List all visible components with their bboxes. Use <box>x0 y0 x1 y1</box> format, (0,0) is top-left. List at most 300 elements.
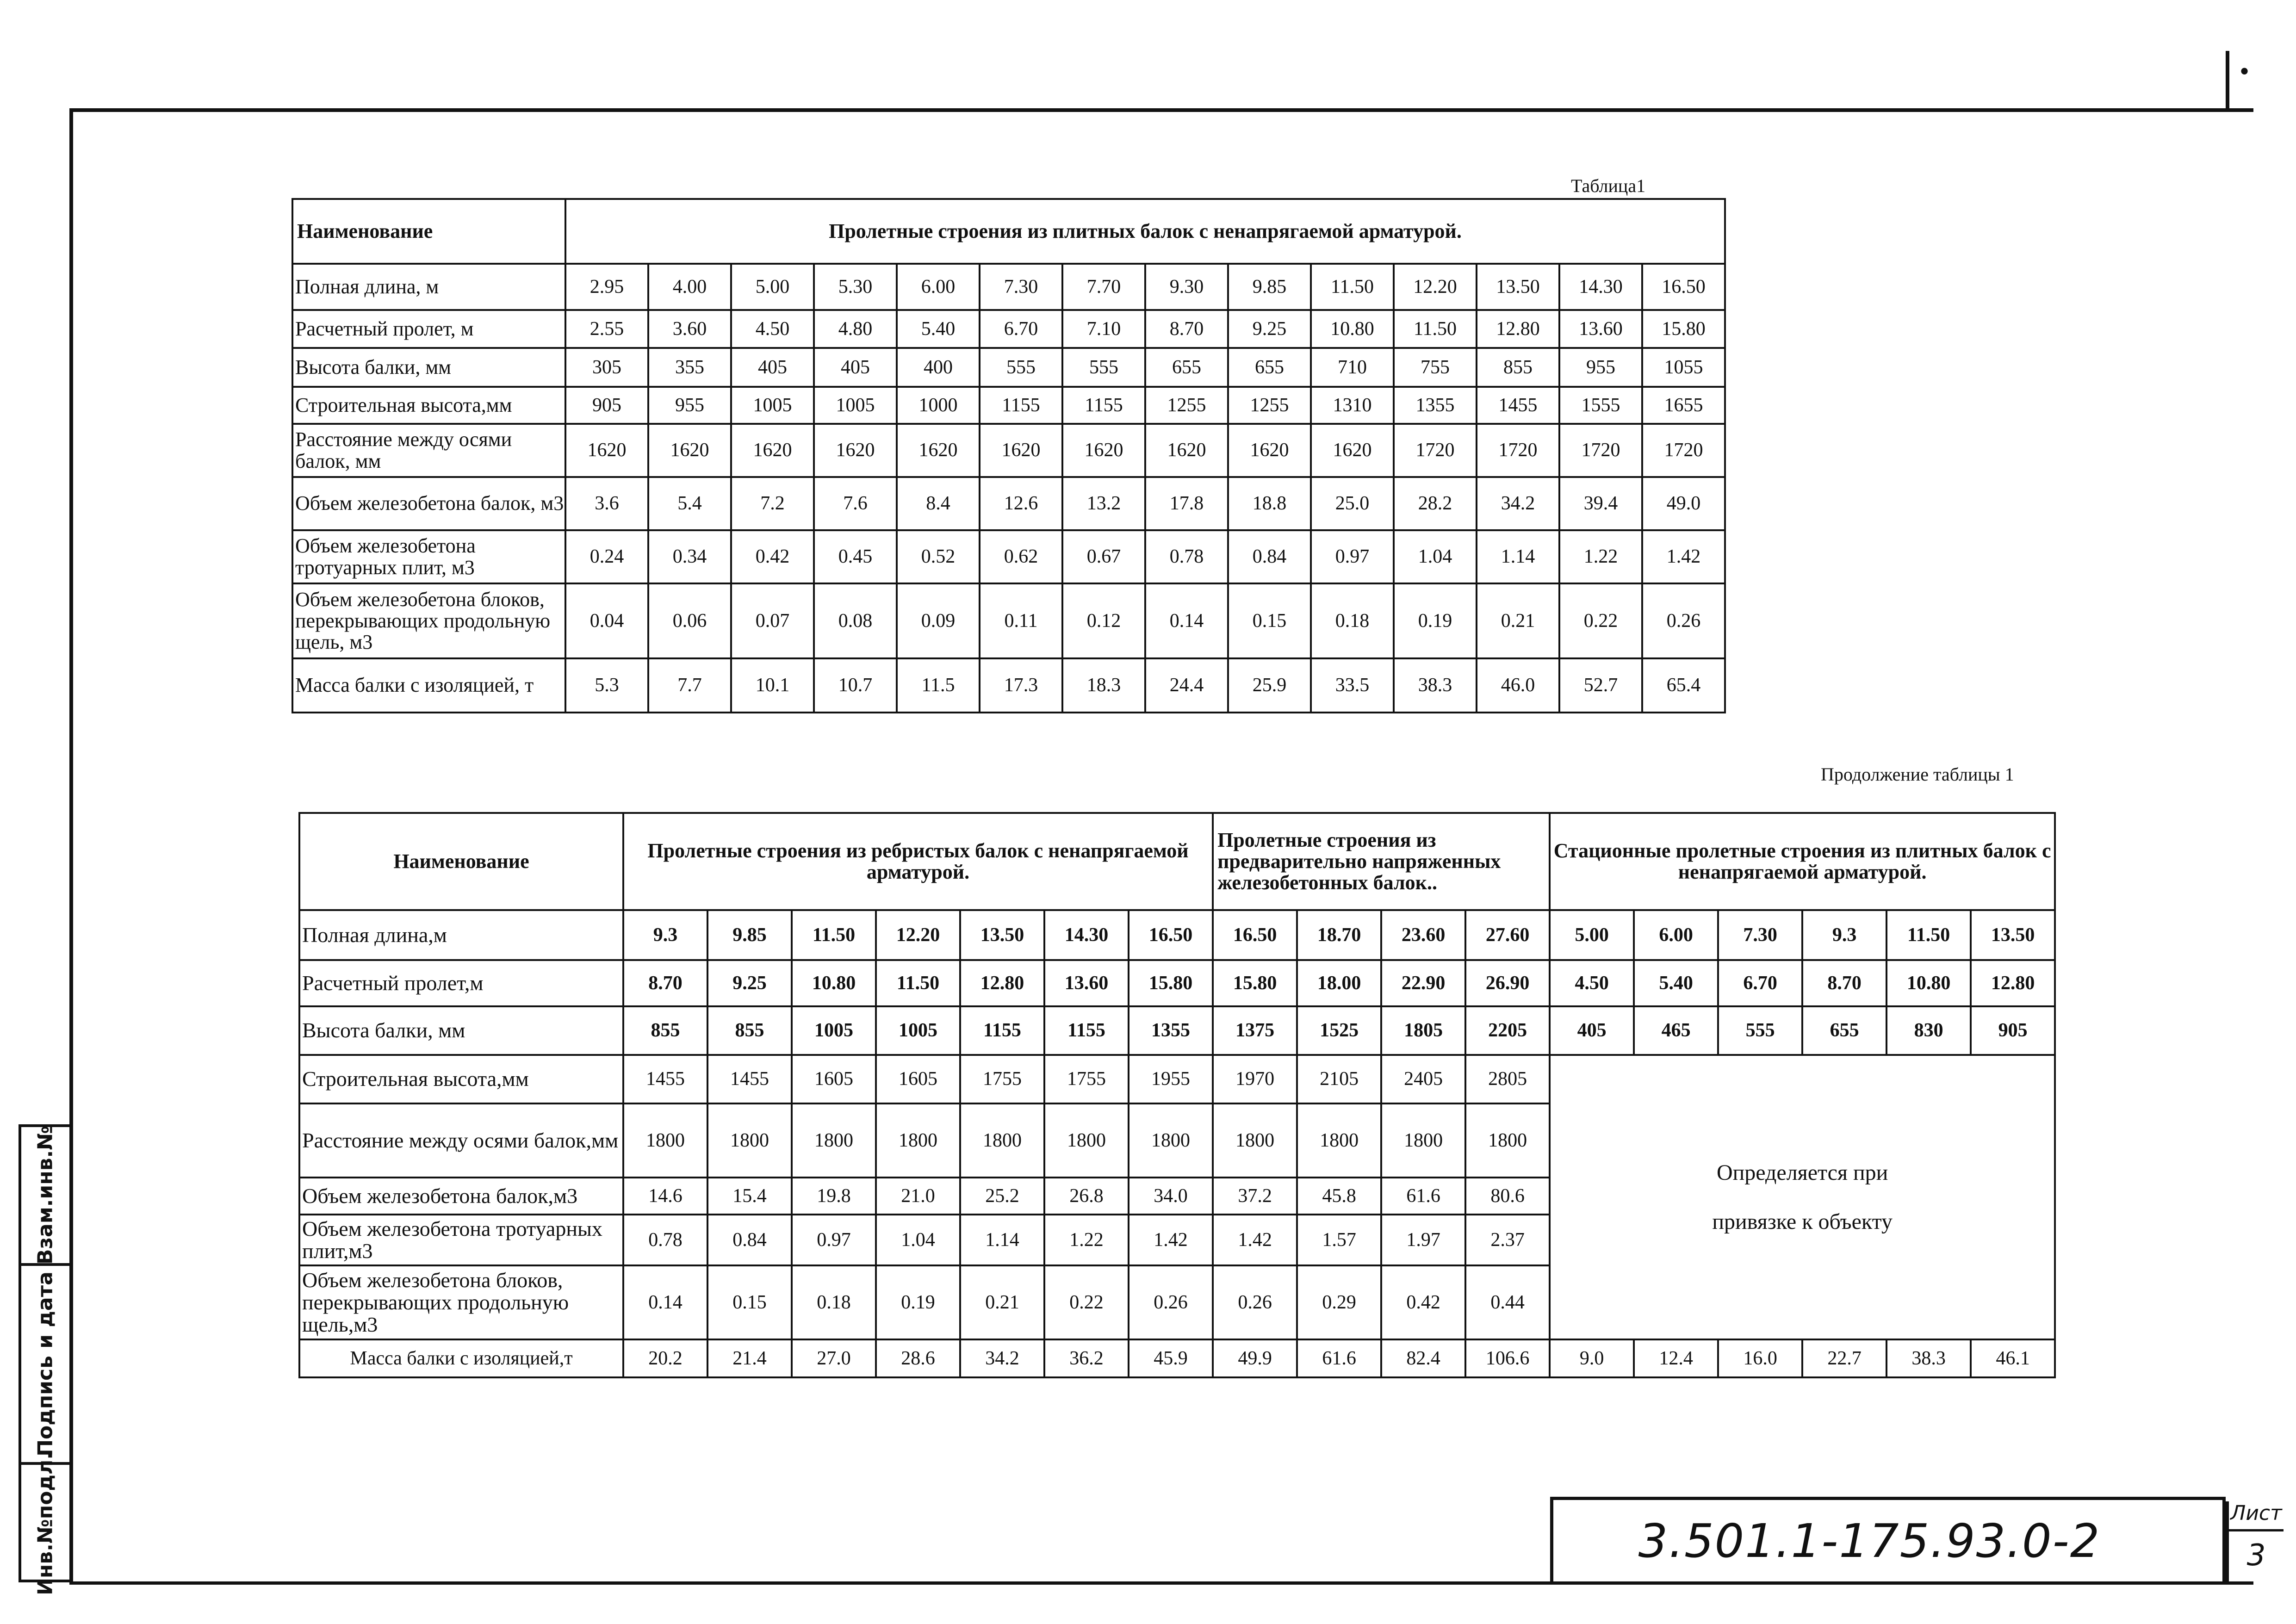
value-cell: 7.30 <box>980 264 1062 310</box>
value-cell: 5.00 <box>731 264 814 310</box>
value-cell: 8.70 <box>1145 310 1228 348</box>
value-cell: 655 <box>1228 348 1311 387</box>
value-cell: 22.7 <box>1802 1339 1886 1377</box>
value-cell: 0.14 <box>1145 583 1228 658</box>
table2-row <box>299 1006 2055 1055</box>
value-cell: 1800 <box>707 1103 792 1178</box>
value-cell: 1000 <box>897 387 980 424</box>
table2-row <box>299 910 2055 960</box>
value-cell: 10.80 <box>1311 310 1394 348</box>
value-cell: 61.6 <box>1297 1339 1381 1377</box>
value-cell: 1.04 <box>876 1215 960 1265</box>
row-label: Строительная высота,мм <box>299 1055 623 1103</box>
value-cell: 655 <box>1802 1006 1886 1055</box>
value-cell: 1255 <box>1228 387 1311 424</box>
value-cell: 1605 <box>792 1055 876 1103</box>
value-cell: 1620 <box>1145 424 1228 477</box>
value-cell: 905 <box>1971 1006 2055 1055</box>
value-cell: 755 <box>1394 348 1477 387</box>
value-cell: 400 <box>897 348 980 387</box>
value-cell: 1525 <box>1297 1006 1381 1055</box>
value-cell: 1800 <box>960 1103 1044 1178</box>
value-cell: 9.3 <box>1802 910 1886 960</box>
value-cell: 15.80 <box>1129 960 1213 1006</box>
value-cell: 5.4 <box>648 477 731 530</box>
value-cell: 33.5 <box>1311 658 1394 713</box>
value-cell: 1155 <box>960 1006 1044 1055</box>
value-cell: 1455 <box>707 1055 792 1103</box>
value-cell: 37.2 <box>1213 1178 1297 1215</box>
value-cell: 4.50 <box>1550 960 1634 1006</box>
value-cell: 9.85 <box>707 910 792 960</box>
value-cell: 0.19 <box>1394 583 1477 658</box>
value-cell: 28.6 <box>876 1339 960 1377</box>
row-label: Полная длина, м <box>292 264 565 310</box>
table2-row <box>299 1339 2055 1377</box>
table1-row <box>292 477 1725 530</box>
value-cell: 1620 <box>565 424 648 477</box>
sheet-box <box>2226 1501 2287 1581</box>
value-cell: 0.45 <box>814 530 897 583</box>
value-cell: 7.10 <box>1062 310 1145 348</box>
value-cell: 18.70 <box>1297 910 1381 960</box>
value-cell: 0.78 <box>623 1215 707 1265</box>
corner-mark: • <box>2240 56 2250 87</box>
value-cell: 1620 <box>1062 424 1145 477</box>
value-cell: 1800 <box>1129 1103 1213 1178</box>
value-cell: 11.50 <box>792 910 876 960</box>
table1-row <box>292 264 1725 310</box>
value-cell: 17.3 <box>980 658 1062 713</box>
value-cell: 16.50 <box>1213 910 1297 960</box>
value-cell: 0.26 <box>1129 1265 1213 1339</box>
value-cell: 52.7 <box>1559 658 1642 713</box>
value-cell: 1005 <box>876 1006 960 1055</box>
value-cell: 7.2 <box>731 477 814 530</box>
value-cell: 1455 <box>1477 387 1559 424</box>
value-cell: 1800 <box>623 1103 707 1178</box>
value-cell: 0.21 <box>1477 583 1559 658</box>
value-cell: 555 <box>980 348 1062 387</box>
value-cell: 4.80 <box>814 310 897 348</box>
row-label: Полная длина,м <box>299 910 623 960</box>
table1-row <box>292 530 1725 583</box>
value-cell: 355 <box>648 348 731 387</box>
value-cell: 11.50 <box>1311 264 1394 310</box>
value-cell: 0.15 <box>707 1265 792 1339</box>
value-cell: 13.50 <box>1477 264 1559 310</box>
value-cell: 9.25 <box>1228 310 1311 348</box>
value-cell: 0.15 <box>1228 583 1311 658</box>
value-cell: 10.80 <box>1886 960 1971 1006</box>
value-cell: 49.0 <box>1642 477 1725 530</box>
value-cell: 1555 <box>1559 387 1642 424</box>
value-cell: 2.55 <box>565 310 648 348</box>
value-cell: 0.26 <box>1642 583 1725 658</box>
value-cell: 5.40 <box>897 310 980 348</box>
value-cell: 18.00 <box>1297 960 1381 1006</box>
frame-border-top <box>69 108 2253 112</box>
value-cell: 9.0 <box>1550 1339 1634 1377</box>
value-cell: 1155 <box>1044 1006 1129 1055</box>
value-cell: 710 <box>1311 348 1394 387</box>
value-cell: 0.26 <box>1213 1265 1297 1339</box>
value-cell: 25.9 <box>1228 658 1311 713</box>
value-cell: 1800 <box>1297 1103 1381 1178</box>
value-cell: 14.6 <box>623 1178 707 1215</box>
value-cell: 16.50 <box>1129 910 1213 960</box>
value-cell: 2205 <box>1465 1006 1550 1055</box>
value-cell: 1800 <box>1381 1103 1465 1178</box>
value-cell: 0.42 <box>731 530 814 583</box>
table1 <box>292 198 1726 713</box>
value-cell: 27.60 <box>1465 910 1550 960</box>
value-cell: 14.30 <box>1044 910 1129 960</box>
value-cell: 17.8 <box>1145 477 1228 530</box>
value-cell: 0.18 <box>792 1265 876 1339</box>
value-cell: 7.7 <box>648 658 731 713</box>
value-cell: 39.4 <box>1559 477 1642 530</box>
value-cell: 1755 <box>1044 1055 1129 1103</box>
value-cell: 1755 <box>960 1055 1044 1103</box>
value-cell: 38.3 <box>1886 1339 1971 1377</box>
value-cell: 2105 <box>1297 1055 1381 1103</box>
value-cell: 0.42 <box>1381 1265 1465 1339</box>
value-cell: 0.34 <box>648 530 731 583</box>
side-field-signature <box>21 1266 69 1465</box>
value-cell: 0.08 <box>814 583 897 658</box>
value-cell: 5.00 <box>1550 910 1634 960</box>
value-cell: 9.85 <box>1228 264 1311 310</box>
value-cell: 1800 <box>1213 1103 1297 1178</box>
value-cell: 1620 <box>731 424 814 477</box>
value-cell: 5.40 <box>1634 960 1718 1006</box>
row-label: Расчетный пролет,м <box>299 960 623 1006</box>
row-label: Высота балки, мм <box>292 348 565 387</box>
value-cell: 22.90 <box>1381 960 1465 1006</box>
side-field-original <box>21 1452 69 1595</box>
value-cell: 13.50 <box>1971 910 2055 960</box>
value-cell: 34.2 <box>1477 477 1559 530</box>
value-cell: 36.2 <box>1044 1339 1129 1377</box>
value-cell: 24.4 <box>1145 658 1228 713</box>
side-field-signature-label: Подпись и дата <box>33 1271 57 1457</box>
value-cell: 830 <box>1886 1006 1971 1055</box>
value-cell: 34.2 <box>960 1339 1044 1377</box>
value-cell: 15.80 <box>1213 960 1297 1006</box>
value-cell: 1620 <box>648 424 731 477</box>
value-cell: 1155 <box>980 387 1062 424</box>
value-cell: 0.06 <box>648 583 731 658</box>
value-cell: 905 <box>565 387 648 424</box>
table2-row <box>299 960 2055 1006</box>
value-cell: 0.04 <box>565 583 648 658</box>
table2-group2-header: Пролетные строения из предварительно напряженных железобетонных балок.. <box>1213 813 1550 910</box>
value-cell: 0.09 <box>897 583 980 658</box>
value-cell: 1.22 <box>1559 530 1642 583</box>
value-cell: 1355 <box>1129 1006 1213 1055</box>
value-cell: 12.80 <box>1477 310 1559 348</box>
value-cell: 16.50 <box>1642 264 1725 310</box>
value-cell: 10.1 <box>731 658 814 713</box>
value-cell: 1.42 <box>1213 1215 1297 1265</box>
value-cell: 9.25 <box>707 960 792 1006</box>
value-cell: 45.8 <box>1297 1178 1381 1215</box>
value-cell: 1800 <box>876 1103 960 1178</box>
value-cell: 1.42 <box>1129 1215 1213 1265</box>
side-field-replace-label: Взам.инв.№ <box>33 1125 57 1265</box>
title-block <box>1550 1497 2226 1581</box>
value-cell: 3.6 <box>565 477 648 530</box>
value-cell: 955 <box>1559 348 1642 387</box>
value-cell: 38.3 <box>1394 658 1477 713</box>
value-cell: 555 <box>1062 348 1145 387</box>
table1-row <box>292 310 1725 348</box>
value-cell: 0.14 <box>623 1265 707 1339</box>
value-cell: 1720 <box>1559 424 1642 477</box>
table1-row <box>292 348 1725 387</box>
value-cell: 18.3 <box>1062 658 1145 713</box>
value-cell: 49.9 <box>1213 1339 1297 1377</box>
table2-name-header: Наименование <box>299 813 623 910</box>
row-label: Высота балки, мм <box>299 1006 623 1055</box>
value-cell: 1.97 <box>1381 1215 1465 1265</box>
value-cell: 12.20 <box>876 910 960 960</box>
sheet-number: 3 <box>2246 1538 2266 1573</box>
value-cell: 6.00 <box>1634 910 1718 960</box>
value-cell: 1605 <box>876 1055 960 1103</box>
row-label: Объем железобетона балок,м3 <box>299 1178 623 1215</box>
value-cell: 1720 <box>1394 424 1477 477</box>
value-cell: 11.50 <box>876 960 960 1006</box>
value-cell: 12.80 <box>960 960 1044 1006</box>
value-cell: 1720 <box>1477 424 1559 477</box>
row-label: Расстояние между осями балок,мм <box>299 1103 623 1178</box>
value-cell: 1005 <box>792 1006 876 1055</box>
value-cell: 1620 <box>814 424 897 477</box>
value-cell: 4.50 <box>731 310 814 348</box>
value-cell: 5.30 <box>814 264 897 310</box>
value-cell: 4.00 <box>648 264 731 310</box>
value-cell: 0.21 <box>960 1265 1044 1339</box>
value-cell: 46.1 <box>1971 1339 2055 1377</box>
value-cell: 0.44 <box>1465 1265 1550 1339</box>
table2-caption: Продолжение таблицы 1 <box>1821 764 2014 785</box>
value-cell: 465 <box>1634 1006 1718 1055</box>
value-cell: 0.78 <box>1145 530 1228 583</box>
value-cell: 0.19 <box>876 1265 960 1339</box>
merged-note-line1: Определяется при <box>1716 1160 1888 1185</box>
table1-row <box>292 387 1725 424</box>
value-cell: 12.20 <box>1394 264 1477 310</box>
value-cell: 7.6 <box>814 477 897 530</box>
value-cell: 27.0 <box>792 1339 876 1377</box>
value-cell: 1620 <box>1311 424 1394 477</box>
value-cell: 655 <box>1145 348 1228 387</box>
table1-name-header: Наименование <box>292 199 565 264</box>
value-cell: 26.8 <box>1044 1178 1129 1215</box>
value-cell: 6.70 <box>980 310 1062 348</box>
value-cell: 13.50 <box>960 910 1044 960</box>
merged-note-cell <box>1550 1055 2055 1339</box>
frame-border-bottom <box>69 1581 2253 1585</box>
value-cell: 25.0 <box>1311 477 1394 530</box>
table1-row <box>292 424 1725 477</box>
value-cell: 1310 <box>1311 387 1394 424</box>
frame-border-left <box>69 108 73 1582</box>
value-cell: 1805 <box>1381 1006 1465 1055</box>
value-cell: 46.0 <box>1477 658 1559 713</box>
value-cell: 1620 <box>897 424 980 477</box>
value-cell: 28.2 <box>1394 477 1477 530</box>
value-cell: 8.70 <box>623 960 707 1006</box>
value-cell: 106.6 <box>1465 1339 1550 1377</box>
value-cell: 2.37 <box>1465 1215 1550 1265</box>
value-cell: 0.11 <box>980 583 1062 658</box>
value-cell: 1620 <box>1228 424 1311 477</box>
document-code: 3.501.1-175.93.0-2 <box>1638 1514 2101 1568</box>
value-cell: 13.2 <box>1062 477 1145 530</box>
value-cell: 34.0 <box>1129 1178 1213 1215</box>
value-cell: 1.42 <box>1642 530 1725 583</box>
row-label: Расстояние между осями балок, мм <box>292 424 565 477</box>
frame-corner-stub <box>2226 51 2229 109</box>
value-cell: 1455 <box>623 1055 707 1103</box>
value-cell: 18.8 <box>1228 477 1311 530</box>
value-cell: 1800 <box>1465 1103 1550 1178</box>
value-cell: 1620 <box>980 424 1062 477</box>
value-cell: 2.95 <box>565 264 648 310</box>
value-cell: 1655 <box>1642 387 1725 424</box>
value-cell: 9.30 <box>1145 264 1228 310</box>
value-cell: 0.18 <box>1311 583 1394 658</box>
value-cell: 1375 <box>1213 1006 1297 1055</box>
value-cell: 8.4 <box>897 477 980 530</box>
value-cell: 855 <box>1477 348 1559 387</box>
value-cell: 1800 <box>792 1103 876 1178</box>
value-cell: 855 <box>623 1006 707 1055</box>
value-cell: 11.50 <box>1394 310 1477 348</box>
value-cell: 13.60 <box>1044 960 1129 1006</box>
row-label: Масса балки с изоляцией,т <box>299 1339 623 1377</box>
value-cell: 11.50 <box>1886 910 1971 960</box>
value-cell: 21.4 <box>707 1339 792 1377</box>
value-cell: 65.4 <box>1642 658 1725 713</box>
value-cell: 0.62 <box>980 530 1062 583</box>
value-cell: 15.80 <box>1642 310 1725 348</box>
value-cell: 3.60 <box>648 310 731 348</box>
value-cell: 14.30 <box>1559 264 1642 310</box>
value-cell: 2805 <box>1465 1055 1550 1103</box>
value-cell: 1970 <box>1213 1055 1297 1103</box>
value-cell: 0.67 <box>1062 530 1145 583</box>
row-label: Объем железобетона блоков, перекрывающих продольную щель, м3 <box>292 583 565 658</box>
value-cell: 1.14 <box>1477 530 1559 583</box>
value-cell: 0.24 <box>565 530 648 583</box>
value-cell: 1005 <box>731 387 814 424</box>
row-label: Объем железобетона тротуарных плит,м3 <box>299 1215 623 1265</box>
value-cell: 10.80 <box>792 960 876 1006</box>
value-cell: 61.6 <box>1381 1178 1465 1215</box>
value-cell: 305 <box>565 348 648 387</box>
table1-row <box>292 658 1725 713</box>
value-cell: 1720 <box>1642 424 1725 477</box>
table1-caption: Таблица1 <box>1571 175 1646 196</box>
value-cell: 19.8 <box>792 1178 876 1215</box>
value-cell: 21.0 <box>876 1178 960 1215</box>
row-label: Объем железобетона балок, м3 <box>292 477 565 530</box>
value-cell: 1355 <box>1394 387 1477 424</box>
value-cell: 405 <box>814 348 897 387</box>
value-cell: 12.6 <box>980 477 1062 530</box>
value-cell: 1155 <box>1062 387 1145 424</box>
table2-row <box>299 1055 2055 1103</box>
value-cell: 2405 <box>1381 1055 1465 1103</box>
value-cell: 80.6 <box>1465 1178 1550 1215</box>
value-cell: 1.14 <box>960 1215 1044 1265</box>
value-cell: 10.7 <box>814 658 897 713</box>
value-cell: 1255 <box>1145 387 1228 424</box>
value-cell: 20.2 <box>623 1339 707 1377</box>
sheet-label: Лист <box>2229 1501 2284 1531</box>
side-field-original-label: Инв.№подл. <box>33 1452 57 1595</box>
value-cell: 6.70 <box>1718 960 1802 1006</box>
value-cell: 1800 <box>1044 1103 1129 1178</box>
table2 <box>298 812 2056 1378</box>
row-label: Расчетный пролет, м <box>292 310 565 348</box>
row-label: Объем железобетона блоков, перекрывающих продольную щель,м3 <box>299 1265 623 1339</box>
value-cell: 0.12 <box>1062 583 1145 658</box>
value-cell: 5.3 <box>565 658 648 713</box>
row-label: Объем железобетона тротуарных плит, м3 <box>292 530 565 583</box>
value-cell: 6.00 <box>897 264 980 310</box>
value-cell: 1955 <box>1129 1055 1213 1103</box>
value-cell: 1055 <box>1642 348 1725 387</box>
binding-stamp <box>19 1124 69 1595</box>
value-cell: 9.3 <box>623 910 707 960</box>
value-cell: 16.0 <box>1718 1339 1802 1377</box>
merged-note-line2: привязке к объекту <box>1712 1209 1893 1234</box>
value-cell: 405 <box>731 348 814 387</box>
row-label: Строительная высота,мм <box>292 387 565 424</box>
value-cell: 0.22 <box>1044 1265 1129 1339</box>
value-cell: 7.30 <box>1718 910 1802 960</box>
value-cell: 0.97 <box>1311 530 1394 583</box>
table2-group1-header: Пролетные строения из ребристых балок с ненапрягаемой арматурой. <box>623 813 1213 910</box>
value-cell: 0.84 <box>707 1215 792 1265</box>
value-cell: 8.70 <box>1802 960 1886 1006</box>
value-cell: 1.57 <box>1297 1215 1381 1265</box>
value-cell: 1.04 <box>1394 530 1477 583</box>
value-cell: 12.4 <box>1634 1339 1718 1377</box>
value-cell: 13.60 <box>1559 310 1642 348</box>
row-label: Масса балки с изоляцией, т <box>292 658 565 713</box>
value-cell: 405 <box>1550 1006 1634 1055</box>
value-cell: 0.22 <box>1559 583 1642 658</box>
value-cell: 555 <box>1718 1006 1802 1055</box>
value-cell: 82.4 <box>1381 1339 1465 1377</box>
value-cell: 0.84 <box>1228 530 1311 583</box>
value-cell: 12.80 <box>1971 960 2055 1006</box>
value-cell: 11.5 <box>897 658 980 713</box>
table1-row <box>292 583 1725 658</box>
value-cell: 0.52 <box>897 530 980 583</box>
value-cell: 25.2 <box>960 1178 1044 1215</box>
value-cell: 855 <box>707 1006 792 1055</box>
value-cell: 15.4 <box>707 1178 792 1215</box>
side-field-replace <box>21 1127 69 1266</box>
value-cell: 1005 <box>814 387 897 424</box>
